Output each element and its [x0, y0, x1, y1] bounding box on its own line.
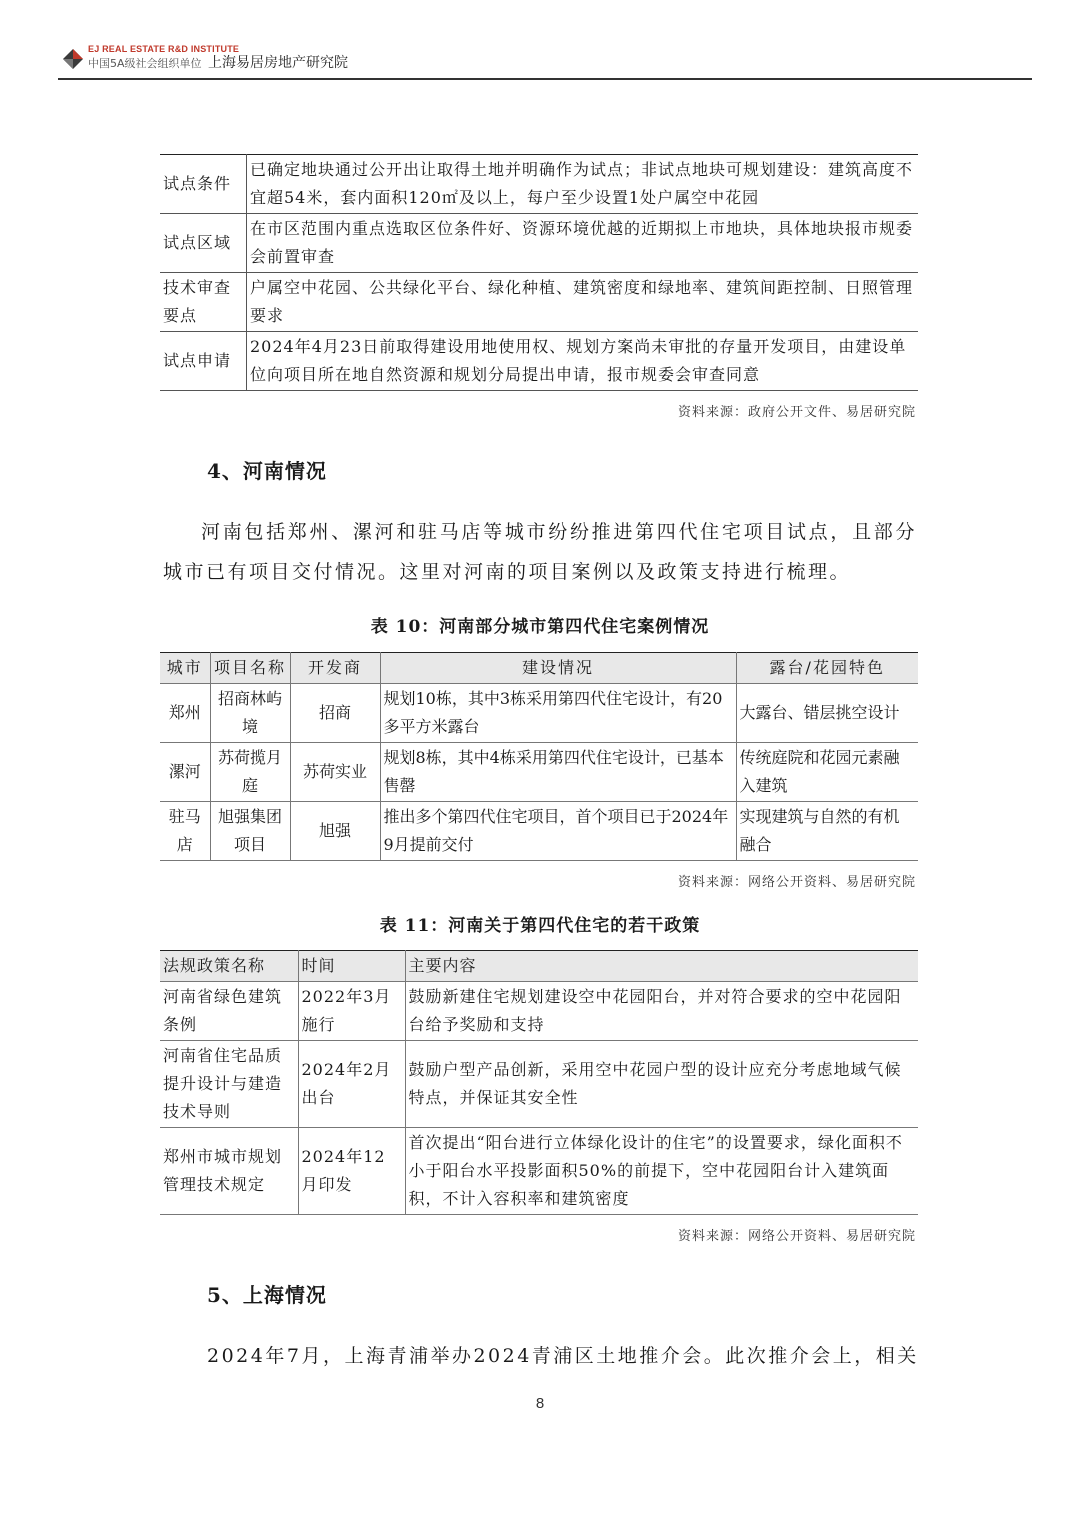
feature-cell: 实现建筑与自然的有机融合 — [736, 802, 918, 861]
developer-cell: 苏荷实业 — [290, 743, 380, 802]
policy-name-cell: 河南省住宅品质提升设计与建造技术导则 — [160, 1041, 298, 1128]
brand-tagline: 中国5A级社会组织单位 — [88, 57, 202, 70]
column-header: 城市 — [160, 653, 210, 684]
table-source-note: 资料来源：网络公开资料、易居研究院 — [677, 875, 916, 890]
table-source-note: 资料来源：网络公开资料、易居研究院 — [677, 1229, 916, 1244]
row-key: 技术审查要点 — [160, 273, 247, 332]
table-row — [160, 802, 918, 861]
column-header: 法规政策名称 — [160, 951, 298, 982]
row-key: 试点申请 — [160, 332, 247, 391]
table-caption: 表 10：河南部分城市第四代住宅案例情况 — [370, 617, 710, 637]
policy-name-cell: 河南省绿色建筑条例 — [160, 982, 298, 1041]
column-header: 建设情况 — [380, 653, 736, 684]
column-header: 开发商 — [290, 653, 380, 684]
column-header: 时间 — [298, 951, 405, 982]
project-cell: 招商林屿境 — [210, 684, 290, 743]
page-header — [58, 40, 1032, 80]
table-header-row — [160, 653, 918, 684]
table-row — [160, 273, 918, 332]
developer-cell: 招商 — [290, 684, 380, 743]
table-caption: 表 11：河南关于第四代住宅的若干政策 — [379, 916, 701, 936]
project-cell: 旭强集团项目 — [210, 802, 290, 861]
policy-date-cell: 2024年2月出台 — [298, 1041, 405, 1128]
table-row — [160, 982, 918, 1041]
project-cell: 苏荷揽月庭 — [210, 743, 290, 802]
institute-logo-icon — [60, 46, 86, 72]
policy-content-cell: 鼓励新建住宅规划建设空中花园阳台，并对符合要求的空中花园阳台给予奖励和支持 — [405, 982, 918, 1041]
table-row — [160, 214, 918, 273]
row-key: 试点条件 — [160, 155, 247, 214]
section-heading: 5、上海情况 — [207, 1283, 327, 1307]
column-header: 主要内容 — [405, 951, 918, 982]
row-value: 2024年4月23日前取得建设用地使用权、规划方案尚未审批的存量开发项目，由建设单位向项目所在地自然资源和规划分局提出申请，报市规委会审查同意 — [247, 332, 919, 391]
policy-date-cell: 2024年12月印发 — [298, 1128, 405, 1215]
table-row — [160, 1041, 918, 1128]
row-key: 试点区域 — [160, 214, 247, 273]
brand-english: EJ REAL ESTATE R&D INSTITUTE — [88, 44, 240, 54]
table-source-note: 资料来源：政府公开文件、易居研究院 — [677, 405, 916, 420]
row-value: 在市区范围内重点选取区位条件好、资源环境优越的近期拟上市地块，具体地块报市规委会前置审查 — [247, 214, 919, 273]
body-paragraph: 河南包括郑州、漯河和驻马店等城市纷纷推进第四代住宅项目试点，且部分城市已有项目交付情况。这里对河南的项目案例以及政策支持进行梳理。 — [163, 521, 917, 583]
construction-cell: 规划10栋，其中3栋采用第四代住宅设计，有20多平方米露台 — [380, 684, 736, 743]
table-row — [160, 743, 918, 802]
henan-cases-table — [160, 652, 918, 861]
pilot-policy-table — [160, 154, 918, 391]
developer-cell: 旭强 — [290, 802, 380, 861]
city-cell: 郑州 — [160, 684, 210, 743]
brand-name: 上海易居房地产研究院 — [208, 55, 348, 71]
feature-cell: 大露台、错层挑空设计 — [736, 684, 918, 743]
policy-content-cell: 首次提出“阳台进行立体绿化设计的住宅”的设置要求，绿化面积不小于阳台水平投影面积50%的前提下，空中花园阳台计入建筑面积，不计入容积率和建筑密度 — [405, 1128, 918, 1215]
page-number: 8 — [535, 1395, 545, 1412]
table-row — [160, 155, 918, 214]
section-heading: 4、河南情况 — [207, 459, 327, 483]
column-header: 项目名称 — [210, 653, 290, 684]
body-paragraph: 2024年7月，上海青浦举办2024青浦区土地推介会。此次推介会上，相关 — [207, 1345, 919, 1367]
policy-name-cell: 郑州市城市规划管理技术规定 — [160, 1128, 298, 1215]
city-cell: 漯河 — [160, 743, 210, 802]
table-row — [160, 332, 918, 391]
feature-cell: 传统庭院和花园元素融入建筑 — [736, 743, 918, 802]
row-value: 户属空中花园、公共绿化平台、绿化种植、建筑密度和绿地率、建筑间距控制、日照管理要求 — [247, 273, 919, 332]
policy-content-cell: 鼓励户型产品创新，采用空中花园户型的设计应充分考虑地域气候特点，并保证其安全性 — [405, 1041, 918, 1128]
table-row — [160, 684, 918, 743]
construction-cell: 规划8栋，其中4栋采用第四代住宅设计，已基本售罄 — [380, 743, 736, 802]
column-header: 露台/花园特色 — [736, 653, 918, 684]
henan-policies-table — [160, 950, 918, 1215]
construction-cell: 推出多个第四代住宅项目，首个项目已于2024年9月提前交付 — [380, 802, 736, 861]
city-cell: 驻马店 — [160, 802, 210, 861]
row-value: 已确定地块通过公开出让取得土地并明确作为试点；非试点地块可规划建设：建筑高度不宜超54米，套内面积120㎡及以上，每户至少设置1处户属空中花园 — [247, 155, 919, 214]
policy-date-cell: 2022年3月施行 — [298, 982, 405, 1041]
table-header-row — [160, 951, 918, 982]
table-row — [160, 1128, 918, 1215]
